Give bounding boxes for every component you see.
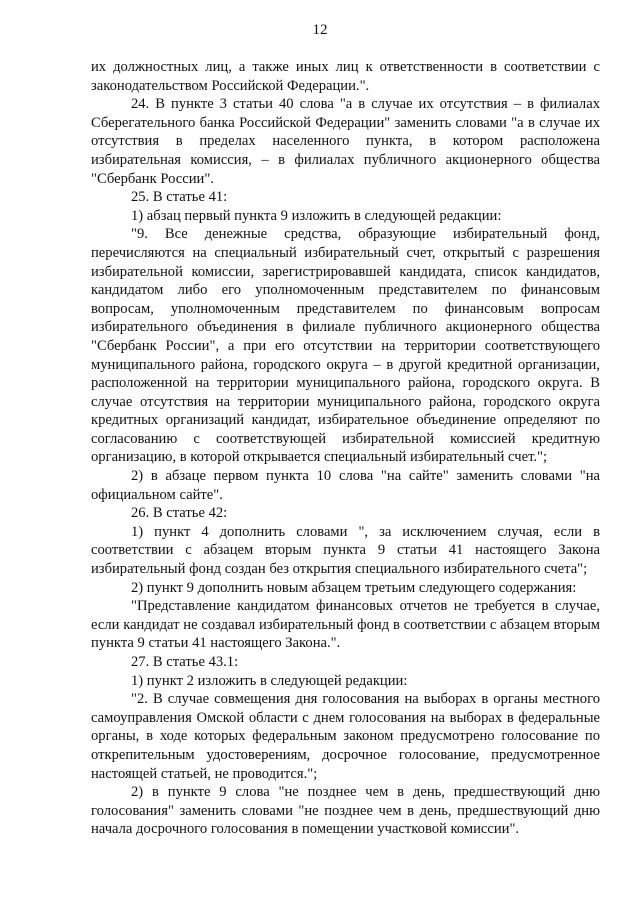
page-number: 12: [312, 22, 328, 38]
paragraph-12: "2. В случае совмещения дня голосования на выборах в органы местного самоуправления Омской области с днем голосования на выборах в федеральные органы, в ходе которых федеральным законом предусмотрено голосование по открепительным удостоверениям, досрочное голосование, предусмотренное настоящей статьей, не проводится.";: [91, 691, 600, 782]
paragraph-8: 2) пункт 9 дополнить новым абзацем третьим следующего содержания:: [131, 579, 577, 596]
paragraph-1: 24. В пункте 3 статьи 40 слова "а в случае их отсутствия – в филиалах Сберегательного банка Российской Федерации" заменить словами "а в случае их отсутствия в пределах населенного пункта, в котором расположена избирательная комиссия, – в филиалах публичного акционерного общества "Сбербанк России".: [91, 96, 600, 187]
document-body: [91, 58, 600, 839]
paragraph-10: 27. В статье 43.1:: [131, 654, 239, 670]
paragraph-4: "9. Все денежные средства, образующие избирательный фонд, перечисляются на специальный избирательный счет, открытый с разрешения избирательной комиссии, зарегистрировавшей кандидата, список кандидатов, кандидатом либо его уполномоченным представителем по финансовым вопросам, уполномоченным представителем по финансовым вопросам избирательного объединения в филиале публичного акционерного общества "Сбербанк России", а при его отсутствии на территории соответствующего муниципального района, городского округа – в другой кредитной организации, расположенной на территории муниципального района, городского округа. В случае отсутствия на территории муниципального района, городского округа кредитных организаций кандидат, избирательное объединение определяют по согласованию с соответствующей избирательной комиссией кредитную организацию, в которой открывается специальный избирательный счет.";: [91, 226, 600, 466]
paragraph-3: 1) абзац первый пункта 9 изложить в следующей редакции:: [131, 207, 502, 224]
paragraph-11: 1) пункт 2 изложить в следующей редакции:: [131, 672, 408, 689]
paragraph-13: 2) в пункте 9 слова "не позднее чем в день, предшествующий дню голосования" заменить словами "не позднее чем в день, предшествующий дню начала досрочного голосования в помещении участковой комиссии".: [91, 784, 600, 838]
paragraph-0: их должностных лиц, а также иных лиц к ответственности в соответствии с законодательством Российской Федерации.".: [91, 59, 600, 94]
paragraph-5: 2) в абзаце первом пункта 10 слова "на сайте" заменить словами "на официальном сайте".: [91, 468, 600, 503]
paragraph-2: 25. В статье 41:: [131, 189, 228, 206]
paragraph-9: "Представление кандидатом финансовых отчетов не требуется в случае, если кандидат не создавал избирательный фонд в соответствии с абзацем вторым пункта 9 статьи 41 настоящего Закона.".: [91, 598, 600, 652]
paragraph-6: 26. В статье 42:: [131, 505, 228, 522]
paragraph-7: 1) пункт 4 дополнить словами ", за исключением случая, если в соответствии с абзацем вторым пункта 9 статьи 41 настоящего Закона избирательный фонд создан без открытия специального избирательного счета";: [91, 523, 600, 578]
